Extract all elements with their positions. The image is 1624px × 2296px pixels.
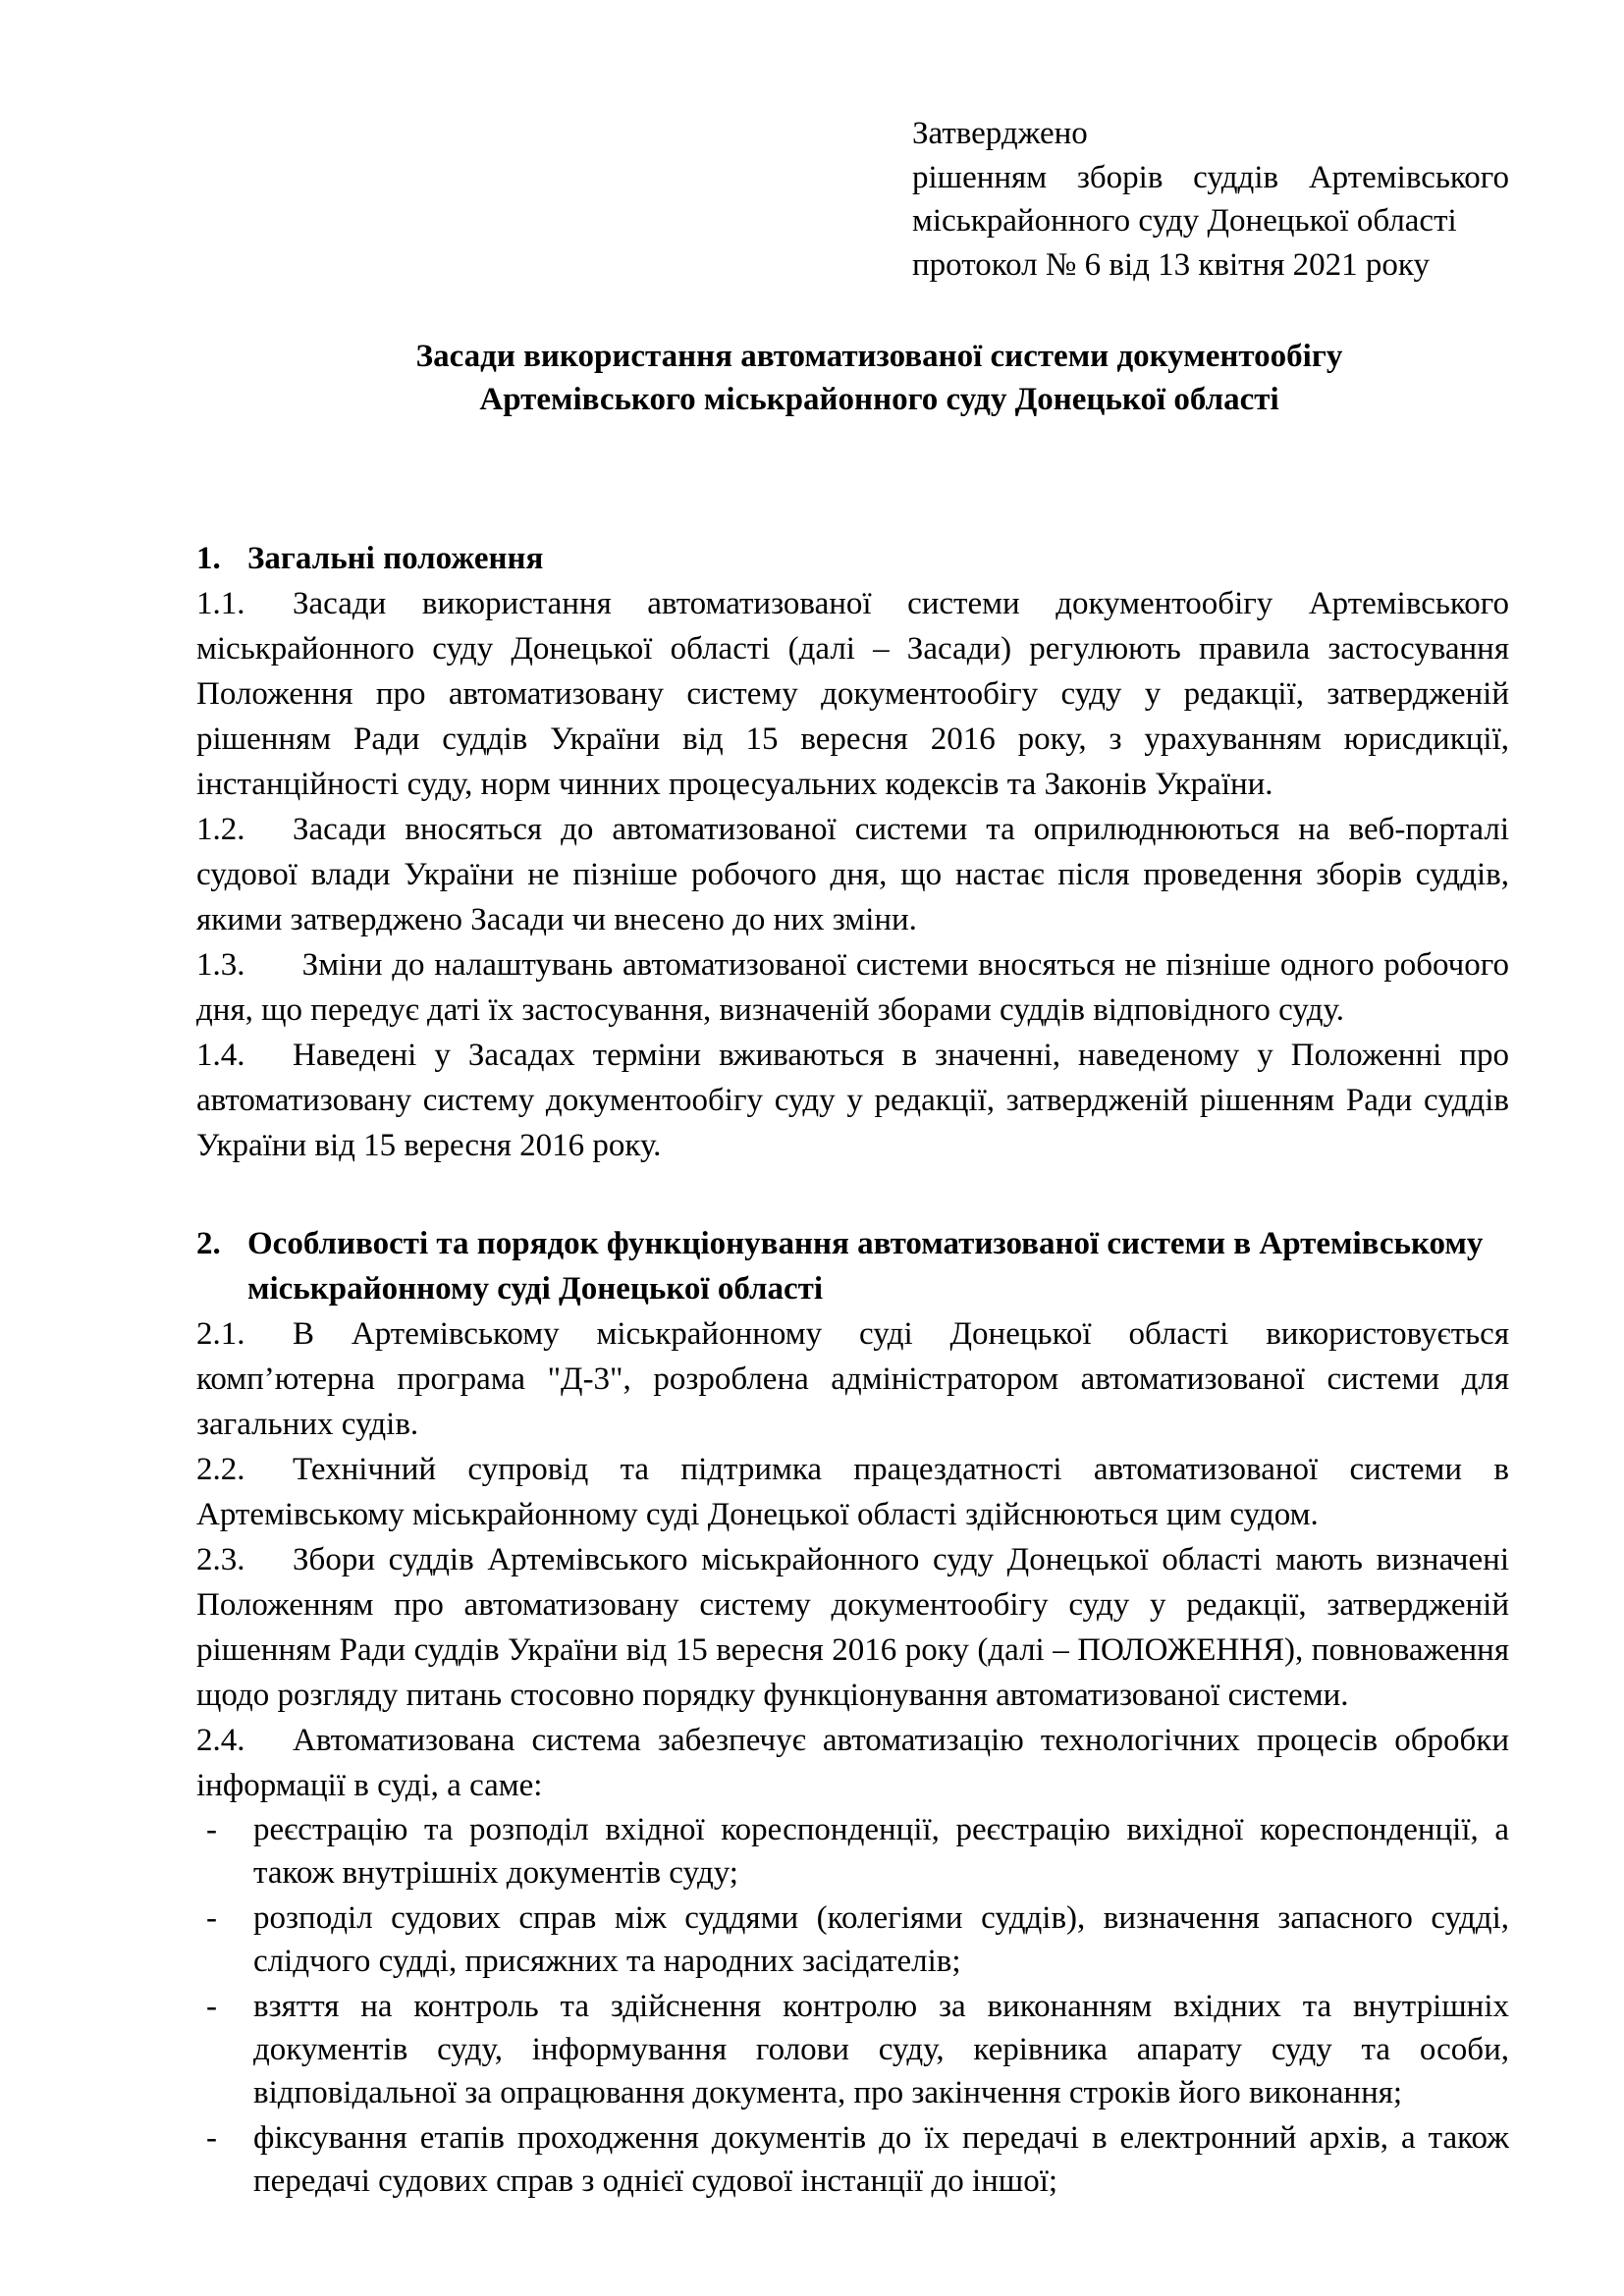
paragraph-number: 1.3. [196, 947, 245, 983]
document-body [196, 536, 1509, 2205]
dash-marker: - [206, 1900, 217, 1936]
document-title [196, 335, 1562, 421]
section-number: 2. [196, 1226, 221, 1261]
paragraph-number: 2.3. [196, 1542, 245, 1577]
list-item [206, 1985, 1509, 2114]
list-item-text: фіксування етапів проходження документів до їх передачі в електронний архів, а також передачі судових справ з однієї судової інстанції до іншої; [253, 2120, 1509, 2199]
list-item-text: взяття на контроль та здійснення контролю за виконанням вхідних та внутрішніх документів суду, інформування голови суду, керівника апарату суду та особи, відповідальної за опрацювання документа, про закінчення строків його виконання; [253, 1989, 1509, 2110]
paragraph [196, 1537, 1509, 1718]
paragraph-number: 1.2. [196, 812, 245, 847]
dash-marker: - [206, 1812, 217, 1847]
paragraph-text: Збори суддів Артемівського міськрайонного суду Донецької області мають визначені Положенням про автоматизовану систему документообігу суду у редакції, затвердженій рішенням Ради суддів України від 15 вересня 2016 року (далі – ПОЛОЖЕННЯ), повноваження щодо розгляду питань стосовно порядку функціонування автоматизованої системи. [196, 1542, 1509, 1713]
paragraph-text: Автоматизована система забезпечує автоматизацію технологічних процесів обробки інформації в суді, а саме: [196, 1723, 1509, 1803]
list-item [206, 1896, 1509, 1983]
approval-line: міськрайонного суду Донецької області [912, 203, 1457, 239]
paragraph-number: 2.4. [196, 1723, 245, 1758]
paragraph-text: Наведені у Засадах терміни вживаються в значенні, наведеному у Положенні про автоматизовану систему документообігу суду у редакції, затвердженій рішенням Ради суддів України від 15 вересня 2016 року. [196, 1038, 1509, 1163]
paragraph-number: 2.1. [196, 1316, 245, 1352]
dash-marker: - [206, 2120, 217, 2156]
title-line: Засади використання автоматизованої системи документообігу [415, 339, 1343, 374]
paragraph [196, 1447, 1509, 1537]
paragraph [196, 581, 1509, 807]
paragraph-number: 1.4. [196, 1038, 245, 1073]
paragraph [196, 1033, 1509, 1168]
title-line: Артемівського міськрайонного суду Донецької області [479, 382, 1279, 417]
dash-list [196, 1808, 1509, 2203]
list-item-text: реєстрацію та розподіл вхідної кореспонденції, реєстрацію вихідної кореспонденції, а також внутрішніх документів суду; [253, 1812, 1509, 1891]
approval-line: протокол № 6 від 13 квітня 2021 року [912, 246, 1430, 283]
paragraph [196, 942, 1509, 1033]
approval-block [912, 112, 1509, 287]
paragraph-text: Зміни до налаштувань автоматизованої системи вносяться не пізніше одного робочого дня, що передує даті їх застосування, визначеній зборами суддів відповідного суду. [196, 947, 1509, 1028]
paragraph [196, 807, 1509, 942]
paragraph-text: Засади використання автоматизованої системи документообігу Артемівського міськрайонного суду Донецької області (далі – Засади) регулюють правила застосування Положення про автоматизовану систему документообігу суду у редакції, затвердженій рішенням Ради суддів України від 15 вересня 2016 року, з урахуванням юрисдикції, інстанційності суду, норм чинних процесуальних кодексів та Законів України. [196, 586, 1509, 802]
paragraph [196, 1718, 1509, 1808]
approval-line: Затверджено [912, 116, 1088, 151]
section-number: 1. [196, 541, 221, 576]
paragraph [196, 1311, 1509, 1447]
list-item [206, 1808, 1509, 1895]
section-heading [196, 536, 1509, 581]
paragraph-text: Засади вносяться до автоматизованої системи та оприлюднюються на веб-порталі судової влади України не пізніше робочого дня, що настає після проведення зборів суддів, якими затверджено Засади чи внесено до них зміни. [196, 812, 1509, 937]
section-heading [196, 1221, 1509, 1311]
paragraph-number: 2.2. [196, 1452, 245, 1487]
section-heading-text: Особливості та порядок функціонування автоматизованої системи в Артемівському міськрайонному суді Донецької області [247, 1226, 1484, 1307]
dash-marker: - [206, 1989, 217, 2024]
list-item [206, 2116, 1509, 2203]
section-heading-text: Загальні положення [247, 541, 544, 576]
paragraph-number: 1.1. [196, 586, 245, 621]
list-item-text: розподіл судових справ між суддями (колегіями суддів), визначення запасного судді, слідчого судді, присяжних та народних засідателів; [253, 1900, 1509, 1979]
approval-line: рішенням зборів суддів Артемівського [912, 159, 1509, 195]
paragraph-text: Технічний супровід та підтримка працездатності автоматизованої системи в Артемівському міськрайонному суді Донецької області здійснюються цим судом. [196, 1452, 1509, 1532]
paragraph-text: В Артемівському міськрайонному суді Донецької області використовується комп’ютерна програма "Д-3", розроблена адміністратором автоматизованої системи для загальних судів. [196, 1316, 1509, 1442]
